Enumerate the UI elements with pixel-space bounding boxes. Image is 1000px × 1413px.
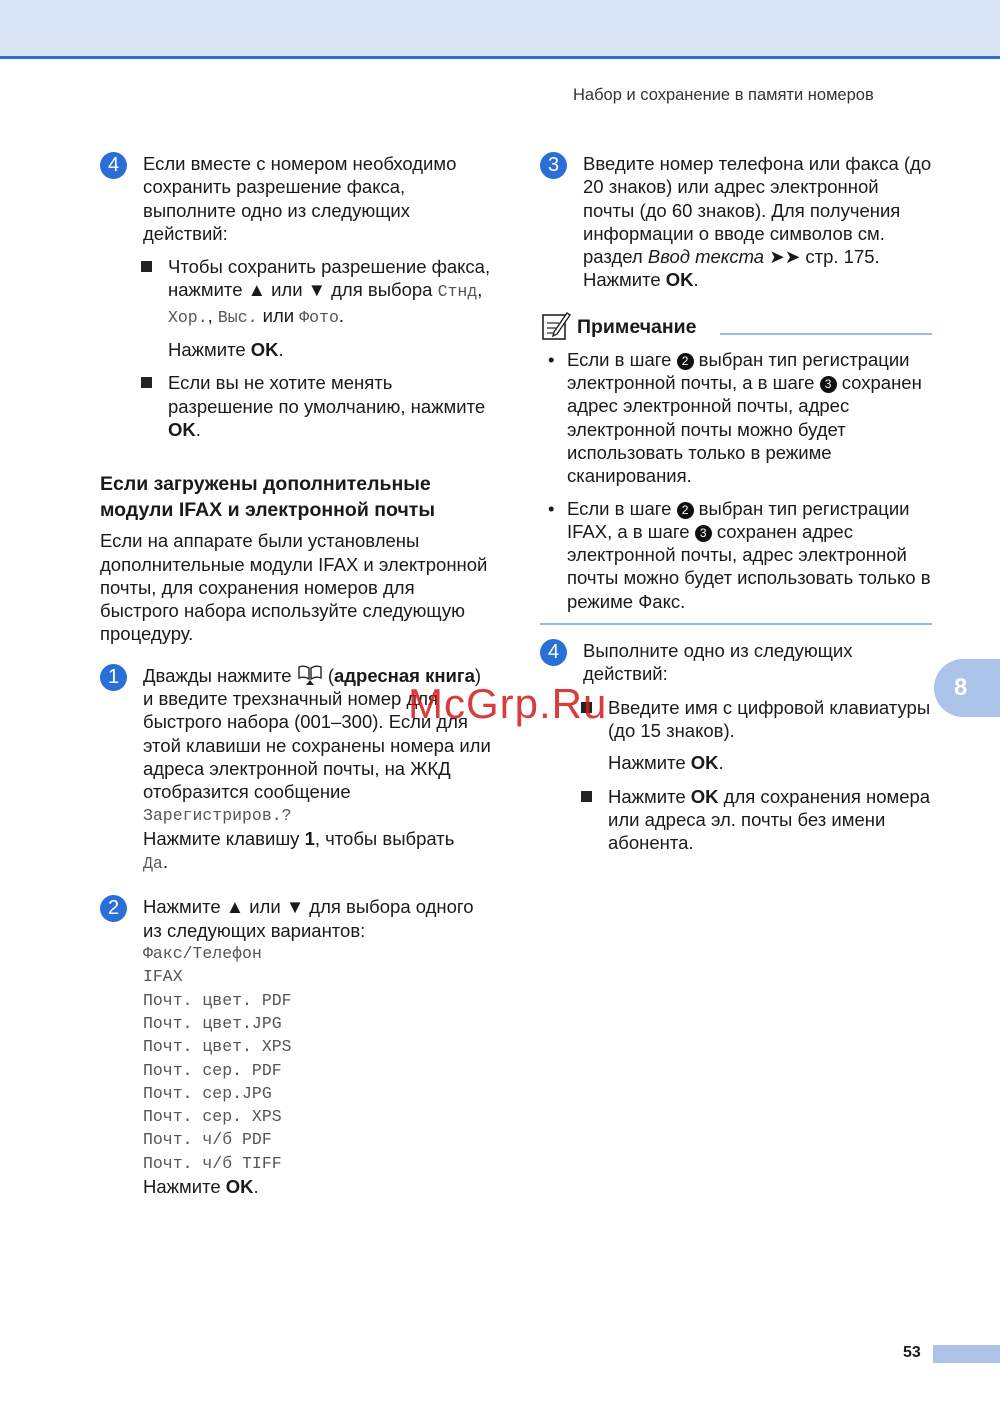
list-item: Почт. цвет. XPS [143,1037,292,1057]
registration-type-list [143,942,495,1175]
list-item: Почт. ч/б PDF [143,1130,272,1150]
list-item: IFAX [143,967,183,987]
square-bullet-icon [141,261,152,272]
step-1-address-book: 1 Дважды нажмите (адресная книга) и введите трехзначный номер для быстрого набора (001–300). Если для этой клавиши не сохранены номера или адреса электронной почты, на ЖКД отобразится сообщение Зарегистриров.? Нажмите клавишу 1, чтобы выбрать Да. [100,664,495,876]
running-header: Набор и сохранение в памяти номеров [573,86,874,104]
bullet-item: Введите имя с цифровой клавиатуры (до 15 знаков). [581,696,932,743]
note-pencil-icon [540,310,572,342]
step-text: Нажмите ▲ или ▼ для выбора одного из следующих вариантов: [143,896,474,941]
left-column [100,152,495,1198]
step-number-badge: 2 [100,895,127,922]
note-title: Примечание [577,315,697,338]
step-2-type-select [100,895,495,1198]
list-item: Почт. сер.JPG [143,1083,272,1103]
step-text: Выполните одно из следующих действий: [583,640,853,685]
bullet-item: Чтобы сохранить разрешение факса, нажмите ▲ или ▼ для выбора Стнд, Хор., Выс. или Фото. [141,255,495,329]
section-intro: Если на аппарате были установлены дополнительные модули IFAX и электронной почты, для сохранения номеров для быстрого набора используйте следующую процедуру. [100,530,488,645]
top-banner [0,0,1000,59]
press-ok-line: Нажмите OK. [143,1175,259,1197]
press-key-line: Нажмите клавишу 1, чтобы выбрать [143,827,455,849]
list-item: Факс/Телефон [143,944,262,964]
page-number-bar [933,1345,1000,1363]
step-number-badge: 3 [540,152,567,179]
address-book-icon [297,664,323,686]
note-item: • Если в шаге 2 выбран тип регистрации IFAX, а в шаге 3 сохранен адрес электронной почты, адрес электронной почты можно будет использовать только в режиме Факс. [548,497,931,612]
step-4-name-entry [540,639,932,686]
step-ref-badge: 3 [695,525,712,542]
step-4-options [574,696,932,855]
page-number: 53 [903,1344,921,1361]
step-ref-badge: 3 [820,376,837,393]
note-header [540,308,932,346]
bullet-item: Нажмите OK для сохранения номера или адреса эл. почты без имени абонента. [581,785,932,855]
list-item: Почт. сер. PDF [143,1060,282,1080]
bullet-dot-icon: • [548,497,555,519]
chapter-tab: 8 [934,659,1000,717]
yes-option-line: Да. [143,851,168,874]
watermark: McGrp.Ru [408,680,608,727]
list-item: Почт. ч/б TIFF [143,1153,282,1173]
bullet-item: Если вы не хотите менять разрешение по умолчанию, нажмите OK. [141,371,495,441]
step-number-badge: 4 [540,639,567,666]
step-4-fax-resolution [100,152,495,245]
step-number-badge: 1 [100,664,127,691]
press-ok-line: Нажмите OK. [168,339,284,361]
note-rule [720,333,932,335]
section-title: Если загружены дополнительные модули IFAX и электронной почты [100,473,435,522]
press-ok-line: Нажмите OK. [608,752,724,774]
bullet-dot-icon: • [548,348,555,370]
list-item: Почт. цвет. PDF [143,990,292,1010]
step-4-options [134,255,495,441]
press-ok-line: Нажмите OK. [583,269,699,291]
step-number-badge: 4 [100,152,127,179]
square-bullet-icon [581,791,592,802]
square-bullet-icon [141,377,152,388]
list-item: Почт. сер. XPS [143,1107,282,1127]
step-3-enter-number: 3 Введите номер телефона или факса (до 20 знаков) или адрес электронной почты (до 60 знаков). Для получения информации о вводе символов см. раздел Ввод текста ➤➤ стр. 175. Нажмите OK. [540,152,932,292]
right-column [540,152,932,854]
list-item: Почт. цвет.JPG [143,1013,282,1033]
step-text: Если вместе с номером необходимо сохранить разрешение факса, выполните одно из следующих действий: [143,153,457,244]
note-item: • Если в шаге 2 выбран тип регистрации электронной почты, а в шаге 3 сохранен адрес электронной почты, адрес электронной почты можно будет использовать только в режиме сканирования. [548,348,922,487]
step-ref-badge: 2 [677,502,694,519]
step-ref-badge: 2 [677,353,694,370]
lcd-message: Зарегистриров.? [143,805,292,825]
note-end-rule [540,623,932,625]
